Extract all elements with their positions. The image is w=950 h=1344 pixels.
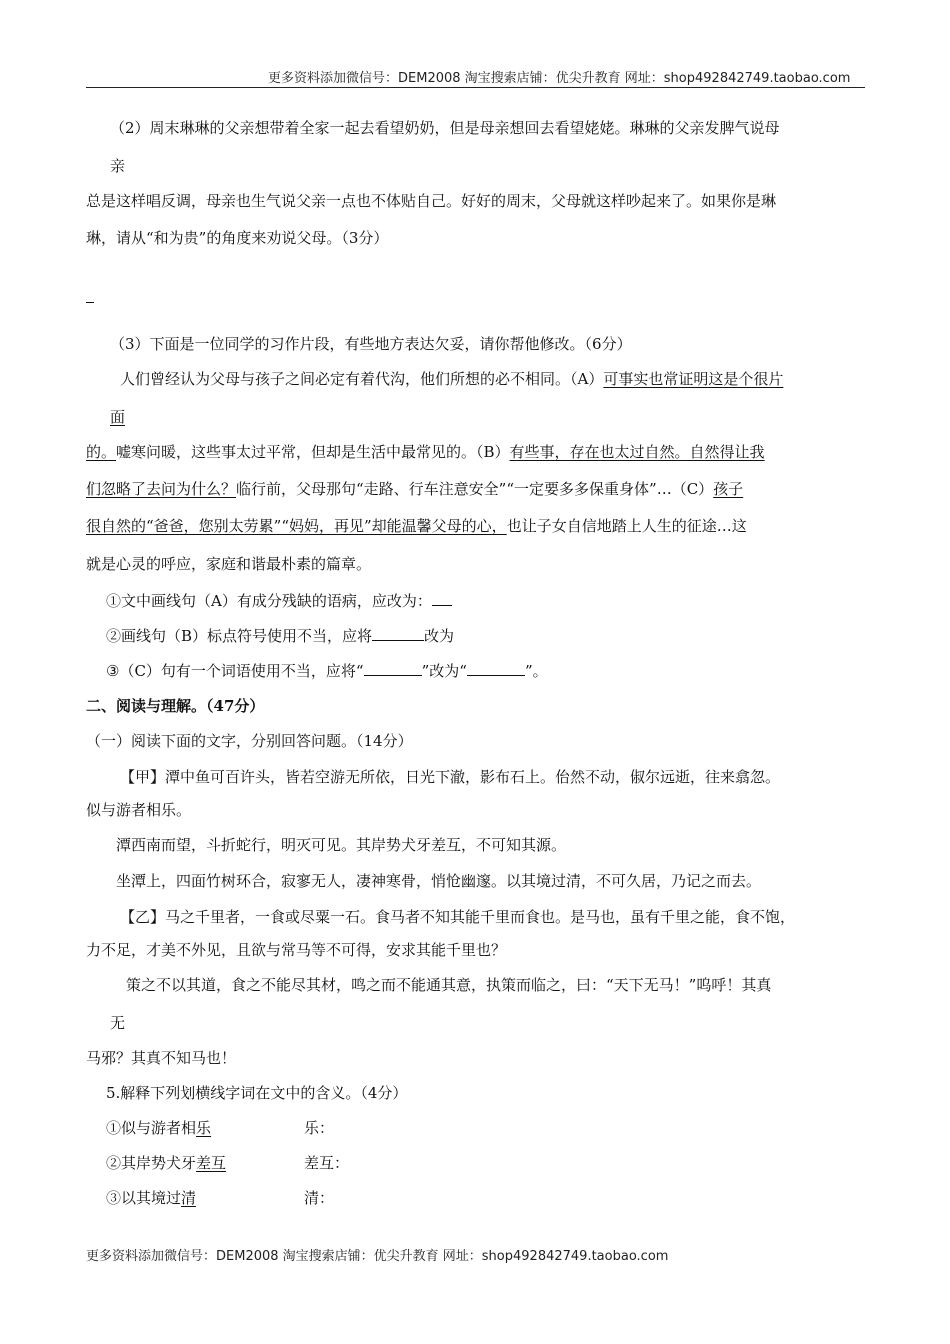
q3-text: 嘘寒问暖，这些事太过平常，但却是生活中最常见的。（B）: [116, 443, 510, 461]
yi-line-5: 马邪？其真不知马也！: [86, 1049, 237, 1067]
jia-line-4: 坐潭上，四面竹树环合，寂寥无人，凄神寒骨，悄怆幽邃。以其境过清，不可久居，乃记之而去。: [116, 872, 762, 890]
yi-line-3: 策之不以其道，食之不能尽其材，鸣之而不能通其意，执策而临之，曰：“天下无马！”呜呼！其真: [126, 976, 772, 994]
yi-line-4: 无: [110, 1014, 126, 1032]
q3-sub-3: [106, 660, 548, 682]
q5-item-text: ②其岸势犬牙: [106, 1154, 197, 1172]
q3-underline-a-end: 面: [110, 408, 126, 426]
q3-sub-2: [106, 625, 454, 647]
q5-item-text: ①似与游者相: [106, 1119, 197, 1137]
q3-underline-b-tail: 们忽略了去问为什么？: [86, 480, 237, 498]
q3-text: 人们曾经认为父母与孩子之间必定有着代沟，他们所想的必不相同。（A）: [120, 370, 604, 388]
answer-blank[interactable]: [364, 661, 422, 676]
jia-line-3: 潭西南而望，斗折蛇行，明灭可见。其岸势犬牙差互，不可知其源。: [116, 836, 567, 854]
q3-para-line-6: 就是心灵的呼应，家庭和谐最朴素的篇章。: [86, 555, 372, 573]
q3-sub-1-text: ①文中画线句（A）有成分残缺的语病，应改为：: [106, 592, 432, 610]
q5-item-underlined: 差互: [196, 1154, 227, 1172]
q5-item-1-term: 乐：: [304, 1119, 335, 1137]
q3-underline-a: 可事实也常证明这是个很片: [603, 370, 784, 388]
answer-blank[interactable]: [372, 626, 424, 641]
q3-underline-c-tail: 很自然的“爸爸，您别太劳累”“妈妈，再见”却能温馨父母的心，: [86, 517, 507, 535]
yi-line-1: 【乙】马之千里者，一食或尽粟一石。食马者不知其能千里而食也。是马也，虽有千里之能，食不饱，: [120, 908, 796, 926]
q3-para-line-3: [86, 441, 765, 463]
q3-para-line-1: [120, 368, 783, 390]
q3-sub-3-text-c: ”。: [524, 662, 548, 680]
q3-underline-a-tail: 的。: [86, 443, 117, 461]
q5-item-1: [106, 1117, 211, 1139]
q5-title: 5.解释下列划横线字词在文中的含义。（4分）: [106, 1084, 408, 1102]
q2-line-3: 总是这样唱反调，母亲也生气说父亲一点也不体贴自己。好好的周末，父母就这样吵起来了。如果你是琳: [86, 192, 777, 210]
q3-sub-2-text: ②画线句（B）标点符号使用不当，应将: [106, 627, 373, 645]
jia-line-2: 似与游者相乐。: [86, 801, 192, 819]
q3-para-line-5: [86, 515, 747, 537]
q5-item-underlined: 乐: [196, 1119, 212, 1137]
q3-para-line-4: [86, 478, 743, 500]
q3-underline-c: 孩子: [713, 480, 744, 498]
q2-line-4: 琳，请从“和为贵”的角度来劝说父母。（3分）: [86, 229, 389, 247]
jia-line-1: 【甲】潭中鱼可百许头，皆若空游无所依，日光下澈，影布石上。佁然不动，俶尔远逝，往来翕忽。: [120, 768, 781, 786]
q3-sub-2-text-b: 改为: [424, 627, 455, 645]
q5-item-3-term: 清：: [304, 1189, 335, 1207]
answer-blank[interactable]: [432, 591, 452, 606]
answer-dash: [86, 302, 94, 303]
q3-text: 临行前，父母那句“走路、行车注意安全”“一定要多多保重身体”…（C）: [236, 480, 714, 498]
q3-intro: （3）下面是一位同学的习作片段，有些地方表达欠妥，请你帮他修改。（6分）: [110, 335, 632, 353]
q2-line-1: （2）周末琳琳的父亲想带着全家一起去看望奶奶，但是母亲想回去看望姥姥。琳琳的父亲发脾气说母: [110, 119, 780, 137]
q5-item-underlined: 清: [181, 1189, 197, 1207]
q3-underline-b: 有些事，存在也太过自然。自然得让我: [509, 443, 765, 461]
q3-sub-1: [106, 590, 452, 612]
section-2-title: 二、阅读与理解。（47分）: [86, 697, 265, 715]
q3-para-line-2: [110, 406, 125, 428]
reading-1-title: （一）阅读下面的文字，分别回答问题。（14分）: [86, 732, 413, 750]
page-header: 更多资料添加微信号：DEM2008 淘宝搜索店铺：优尖升教育 网址：shop492842749.taobao.com: [268, 71, 851, 86]
q2-line-2: 亲: [110, 157, 126, 175]
q5-item-text: ③以其境过: [106, 1189, 182, 1207]
q3-sub-3-text-b: ”改为“: [421, 662, 467, 680]
q5-item-3: [106, 1187, 196, 1209]
q3-sub-3-text: ③（C）句有一个词语使用不当，应将“: [106, 662, 364, 680]
page-footer: 更多资料添加微信号：DEM2008 淘宝搜索店铺：优尖升教育 网址：shop492842749.taobao.com: [86, 1249, 669, 1264]
yi-line-2: 力不足，才美不外见，且欲与常马等不可得，安求其能千里也？: [86, 941, 507, 959]
q5-item-2-term: 差互：: [304, 1154, 350, 1172]
q3-text: 也让子女自信地踏上人生的征途…这: [506, 517, 747, 535]
q5-item-2: [106, 1152, 226, 1174]
header-rule: [86, 87, 865, 88]
answer-blank[interactable]: [467, 661, 525, 676]
